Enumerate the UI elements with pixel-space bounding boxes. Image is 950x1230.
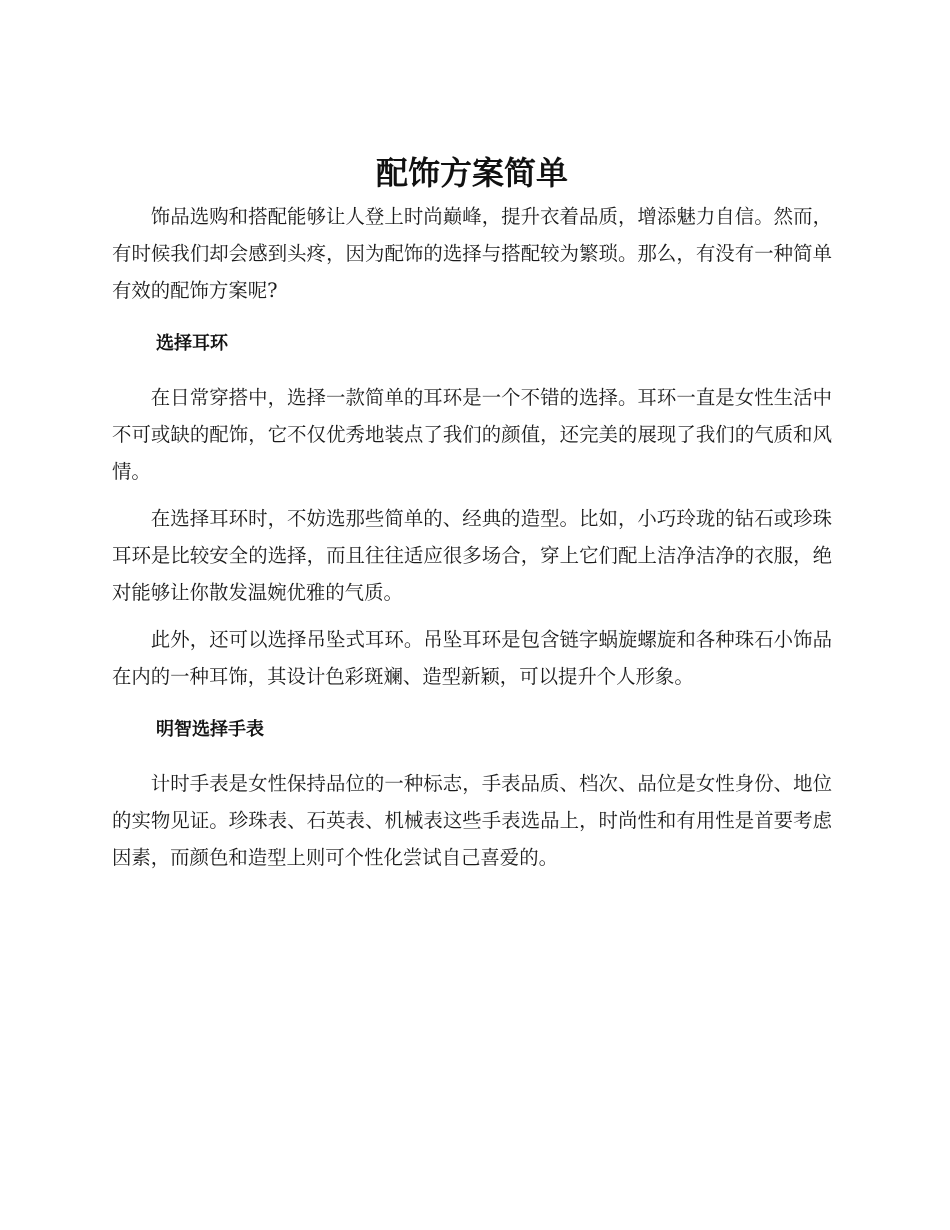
document-page bbox=[112, 148, 832, 876]
watch-paragraph-1: 计时手表是女性保持品位的一种标志，手表品质、档次、品位是女性身份、地位的实物见证。珍珠表、石英表、机械表这些手表选品上，时尚性和有用性是首要考虑因素，而颜色和造型上则可个性化尝试自己喜爱的。 bbox=[112, 772, 832, 869]
section-heading-earrings: 选择耳环 bbox=[156, 333, 228, 354]
earrings-paragraph-3: 此外，还可以选择吊坠式耳环。吊坠耳环是包含链字蜗旋螺旋和各种珠石小饰品在内的一种耳饰，其设计色彩斑斓、造型新颖，可以提升个人形象。 bbox=[112, 628, 832, 688]
section-heading-watch: 明智选择手表 bbox=[156, 719, 264, 740]
earrings-paragraph-1: 在日常穿搭中，选择一款简单的耳环是一个不错的选择。耳环一直是女性生活中不可或缺的配饰，它不仅优秀地装点了我们的颜值，还完美的展现了我们的气质和风情。 bbox=[112, 386, 832, 483]
intro-paragraph: 饰品选购和搭配能够让人登上时尚巅峰，提升衣着品质，增添魅力自信。然而，有时候我们却会感到头疼，因为配饰的选择与搭配较为繁琐。那么，有没有一种简单有效的配饰方案呢? bbox=[112, 205, 832, 302]
earrings-paragraph-2: 在选择耳环时，不妨选那些简单的、经典的造型。比如，小巧玲珑的钻石或珍珠耳环是比较安全的选择，而且往往适应很多场合，穿上它们配上洁净洁净的衣服，绝对能够让你散发温婉优雅的气质。 bbox=[112, 507, 832, 604]
document-title: 配饰方案简单 bbox=[375, 154, 568, 192]
